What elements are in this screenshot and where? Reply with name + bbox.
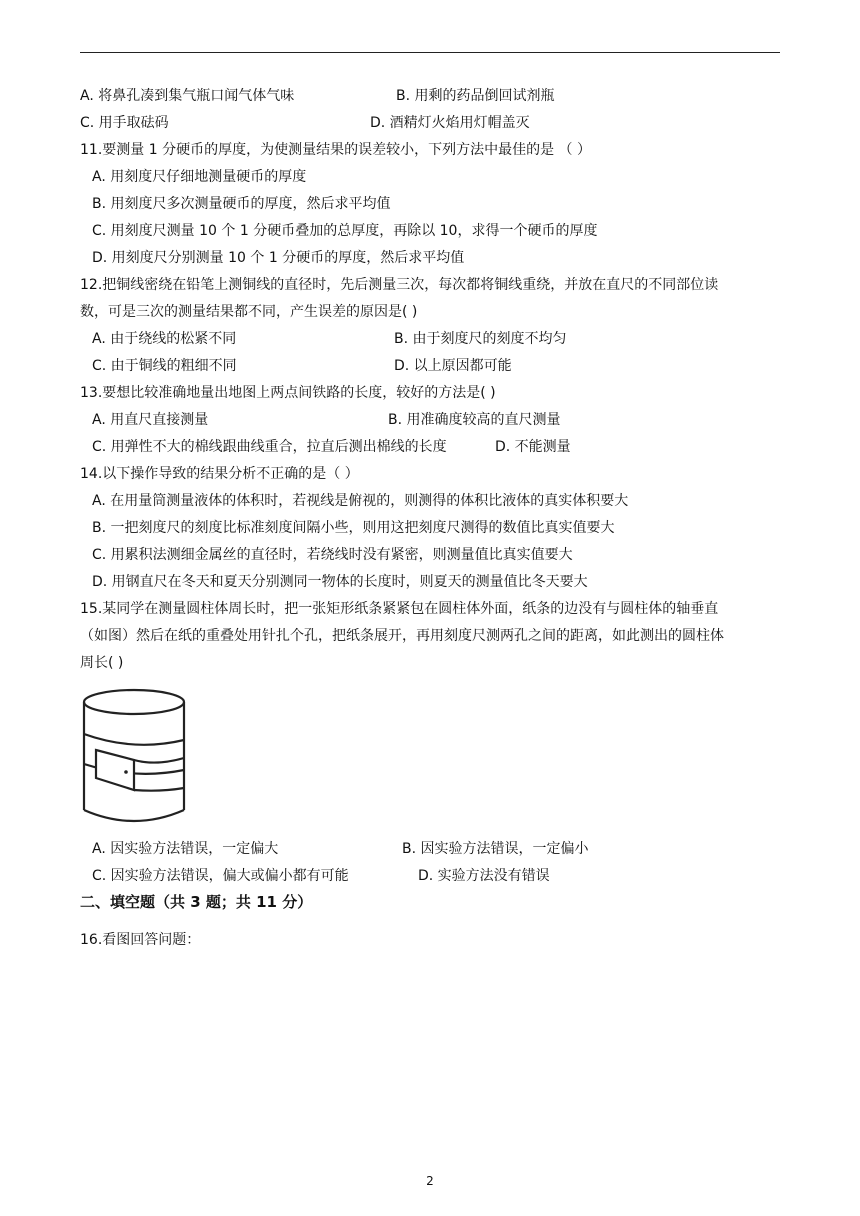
q12-stem-line1: 12.把铜线密绕在铅笔上测铜线的直径时，先后测量三次，每次都将铜线重绕，并放在直尺的不同部位读 — [80, 277, 719, 293]
q14-option-b: B. 一把刻度尺的刻度比标准刻度间隔小些，则用这把刻度尺测得的数值比真实值要大 — [92, 520, 615, 536]
q14-option-c: C. 用累积法测细金属丝的直径时，若绕线时没有紧密，则测量值比真实值要大 — [92, 547, 573, 563]
q13-option-d: D. 不能测量 — [495, 439, 571, 455]
q11-option-d: D. 用刻度尺分别测量 10 个 1 分硬币的厚度，然后求平均值 — [92, 250, 465, 266]
q10-option-a: A. 将鼻孔凑到集气瓶口闻气体气味 — [80, 88, 295, 104]
q12-option-b: B. 由于刻度尺的刻度不均匀 — [394, 331, 567, 347]
cylinder-paper-figure — [80, 688, 190, 824]
header-rule — [80, 52, 780, 53]
q12-option-a: A. 由于绕线的松紧不同 — [92, 331, 237, 347]
q15-stem-line1: 15.某同学在测量圆柱体周长时，把一张矩形纸条紧紧包在圆柱体外面，纸条的边没有与圆柱体的轴垂直 — [80, 601, 719, 617]
q11-option-b: B. 用刻度尺多次测量硬币的厚度，然后求平均值 — [92, 196, 391, 212]
q15-option-a: A. 因实验方法错误，一定偏大 — [92, 841, 279, 857]
q11-option-c: C. 用刻度尺测量 10 个 1 分硬币叠加的总厚度，再除以 10，求得一个硬币的厚度 — [92, 223, 598, 239]
q11-stem: 11.要测量 1 分硬币的厚度，为使测量结果的误差较小，下列方法中最佳的是 （ ） — [80, 142, 591, 158]
q16-stem: 16.看图回答问题： — [80, 932, 201, 948]
section-heading: 二、填空题（共 3 题；共 11 分） — [80, 893, 313, 911]
q12-option-c: C. 由于铜线的粗细不同 — [92, 358, 237, 374]
q10-option-b: B. 用剩的药品倒回试剂瓶 — [396, 88, 555, 104]
q14-option-d: D. 用钢直尺在冬天和夏天分别测同一物体的长度时，则夏天的测量值比冬天要大 — [92, 574, 588, 590]
q13-stem: 13.要想比较准确地量出地图上两点间铁路的长度，较好的方法是( ) — [80, 385, 496, 401]
q15-option-d: D. 实验方法没有错误 — [418, 868, 550, 884]
q10-option-d: D. 酒精灯火焰用灯帽盖灭 — [370, 115, 530, 131]
q12-stem-line2: 数，可是三次的测量结果都不同，产生误差的原因是( ) — [80, 304, 418, 320]
q15-option-b: B. 因实验方法错误，一定偏小 — [402, 841, 589, 857]
q15-option-c: C. 因实验方法错误，偏大或偏小都有可能 — [92, 868, 349, 884]
q12-option-d: D. 以上原因都可能 — [394, 358, 512, 374]
q14-option-a: A. 在用量筒测量液体的体积时，若视线是俯视的，则测得的体积比液体的真实体积要大 — [92, 493, 629, 509]
page-number: 2 — [426, 1174, 434, 1188]
q10-option-c: C. 用手取砝码 — [80, 115, 169, 131]
q14-stem: 14.以下操作导致的结果分析不正确的是（ ） — [80, 466, 359, 482]
q13-option-c: C. 用弹性不大的棉线跟曲线重合，拉直后测出棉线的长度 — [92, 439, 447, 455]
q13-option-b: B. 用准确度较高的直尺测量 — [388, 412, 561, 428]
q15-stem-line3: 周长( ) — [80, 655, 124, 671]
q13-option-a: A. 用直尺直接测量 — [92, 412, 209, 428]
q11-option-a: A. 用刻度尺仔细地测量硬币的厚度 — [92, 169, 307, 185]
q15-stem-line2: （如图）然后在纸的重叠处用针扎个孔，把纸条展开，再用刻度尺测两孔之间的距离，如此测出的圆柱体 — [80, 628, 724, 644]
